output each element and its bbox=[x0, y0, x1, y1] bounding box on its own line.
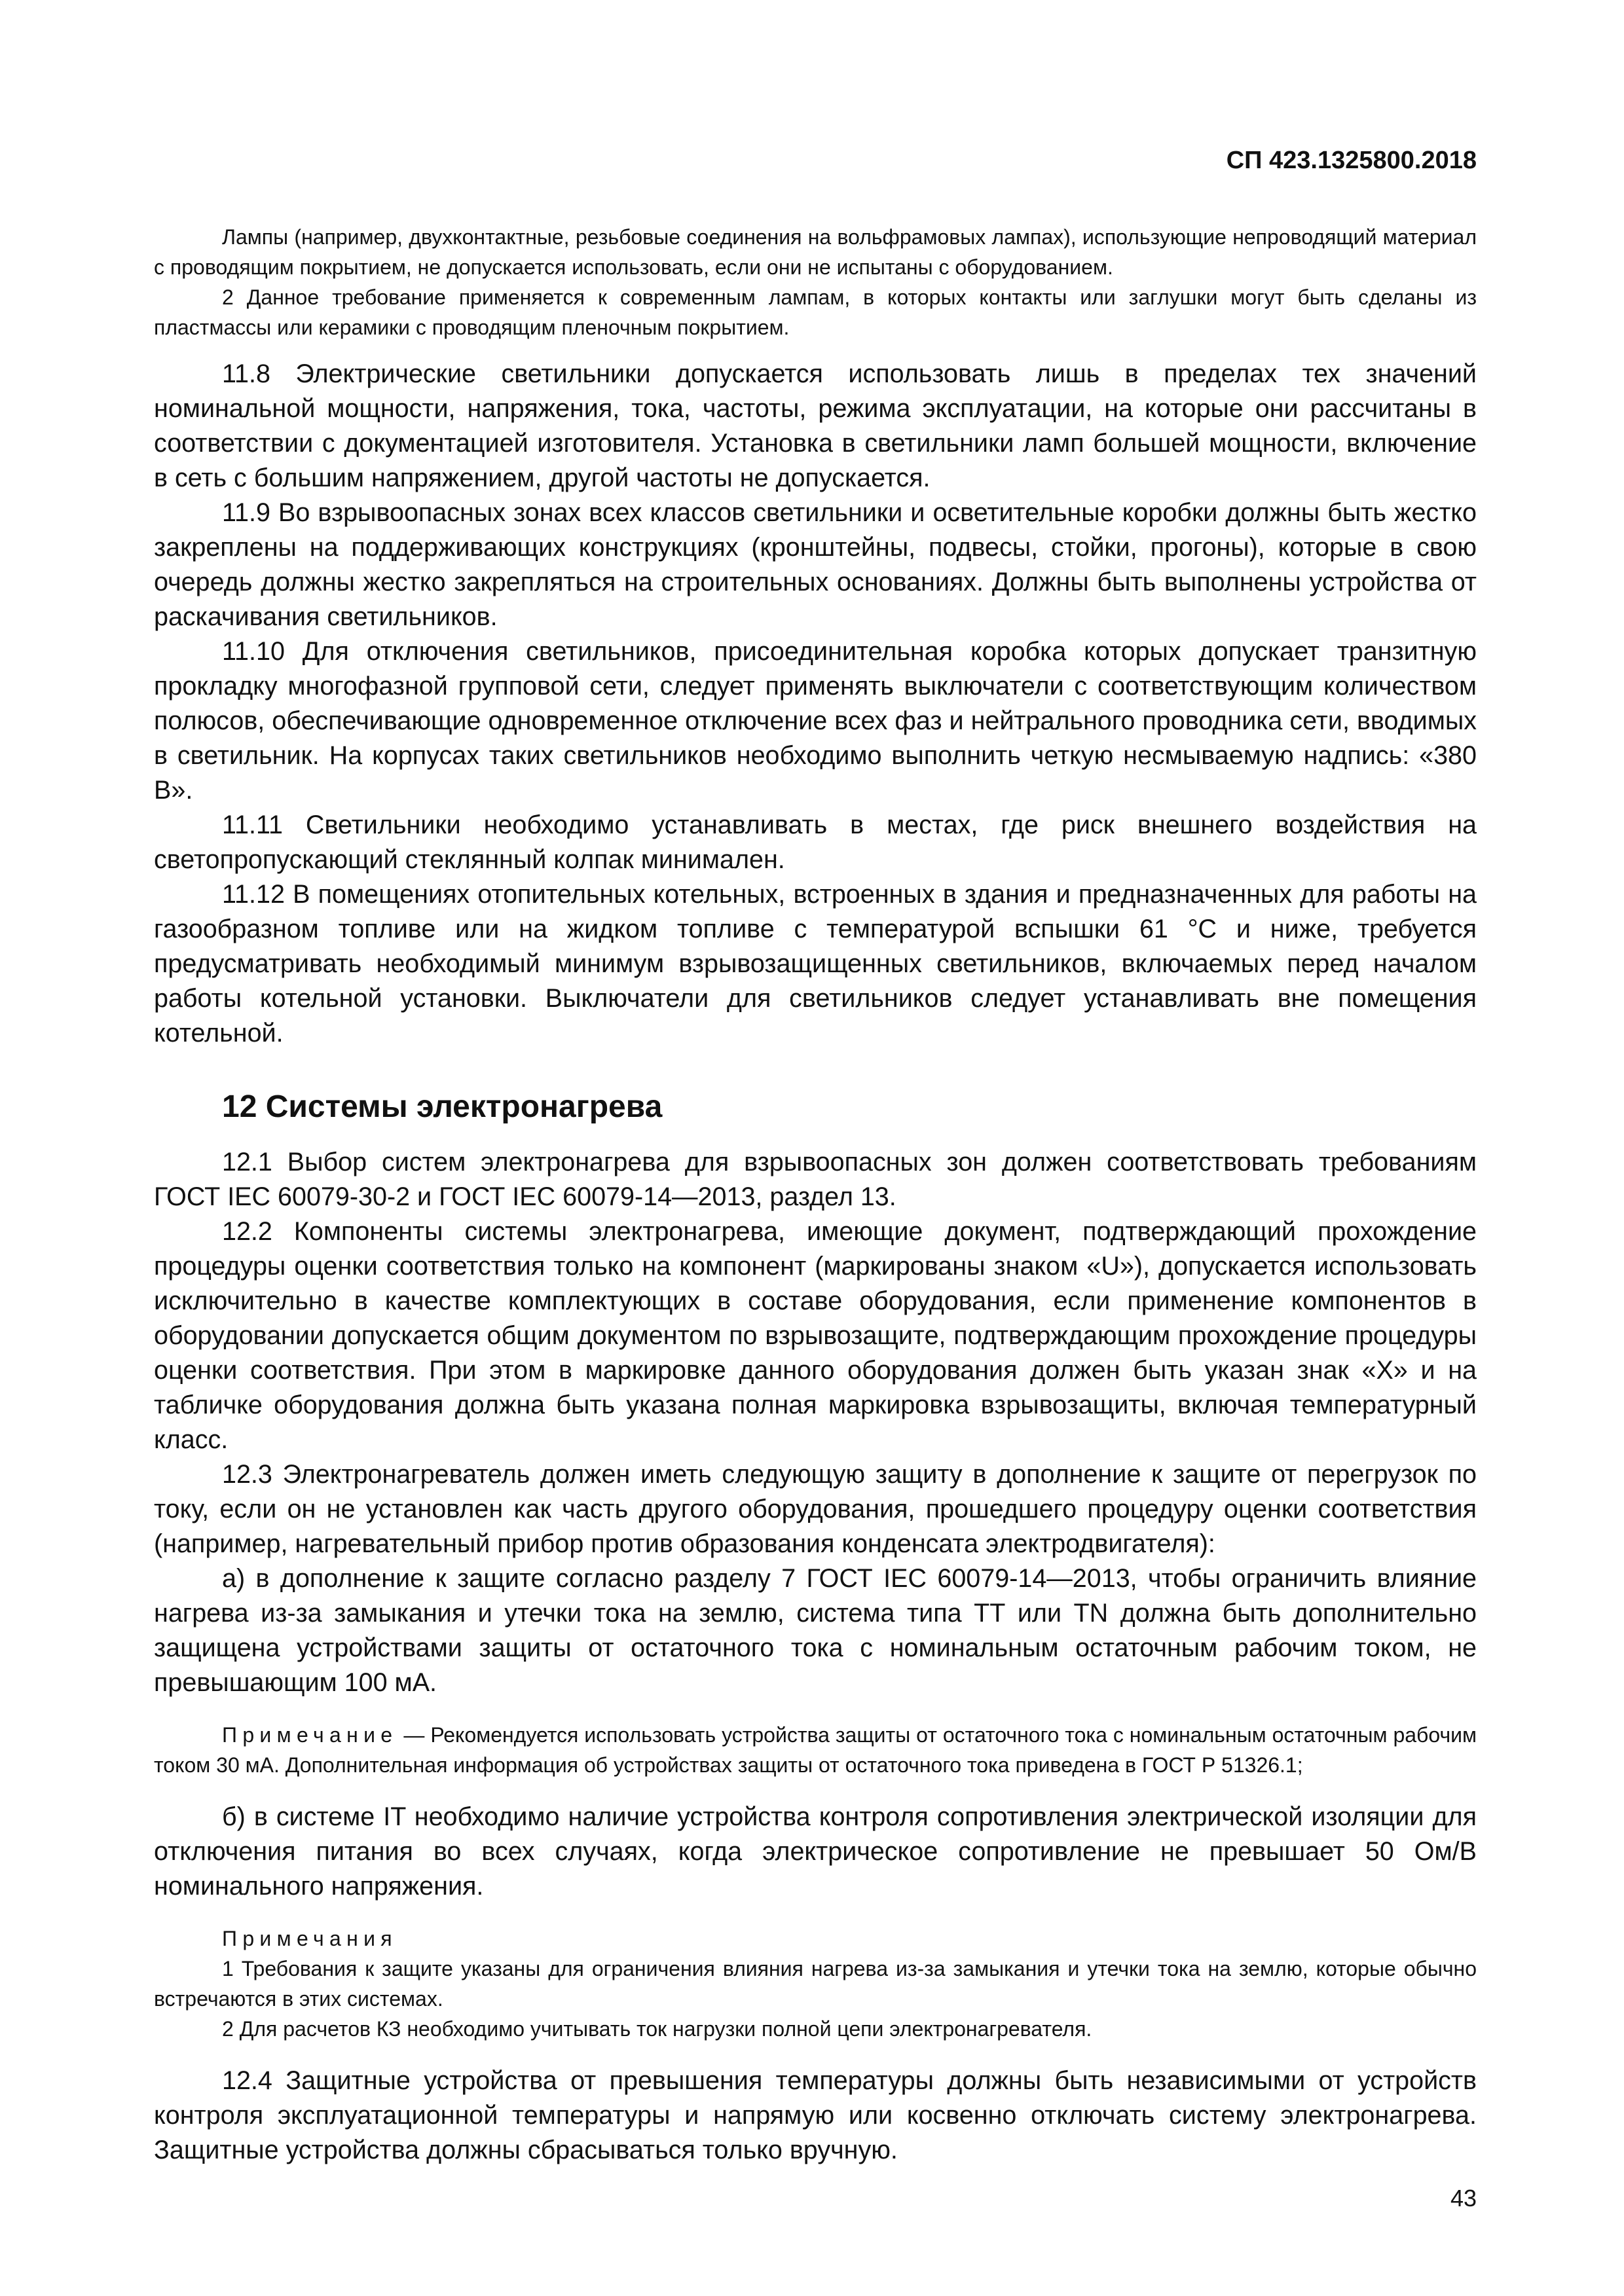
clause-12-4: 12.4 Защитные устройства от превышения температуры должны быть независимыми от устройств контроля эксплуатационной температуры и напрямую или косвенно отключать систему электронагрева. Защитные устройства должны сбрасываться только вручную. bbox=[154, 2066, 1477, 2164]
notes-label bbox=[154, 1923, 1477, 1954]
notes-label-text: Примечания bbox=[222, 1927, 397, 1950]
note-paragraph: 1 Требования к защите указаны для ограничения влияния нагрева из-за замыкания и утечки тока на землю, которые обычно встречаются в этих системах. bbox=[154, 1957, 1477, 2011]
note-paragraph: 2 Данное требование применяется к современным лампам, в которых контакты или заглушки могут быть сделаны из пластмассы или керамики с проводящим пленочным покрытием. bbox=[154, 285, 1477, 339]
page-content bbox=[154, 222, 1477, 2168]
note-paragraph: 2 Для расчетов КЗ необходимо учитывать ток нагрузки полной цепи электронагревателя. bbox=[222, 2017, 1092, 2041]
note-label: Примечание bbox=[222, 1723, 398, 1747]
page-number: 43 bbox=[1450, 2185, 1477, 2212]
clause-12-3-b: б) в системе IT необходимо наличие устройства контроля сопротивления электрической изоляции для отключения питания во всех случаях, когда электрическое сопротивление не превышает 50 Ом/В номинального напряжения. bbox=[154, 1802, 1477, 1901]
clause-12-3: 12.3 Электронагреватель должен иметь следующую защиту в дополнение к защите от перегрузок по току, если он не установлен как часть другого оборудования, прошедшего процедуру оценки соответствия (например, нагревательный прибор против образования конденсата электродвигателя): bbox=[154, 1460, 1477, 1558]
clause-11-12: 11.12 В помещениях отопительных котельных, встроенных в здания и предназначенных для работы на газообразном топливе или на жидком топливе с температурой вспышки 61 °С и ниже, требуется предусматривать необходимый минимум взрывозащищенных светильников, включаемых перед началом работы котельной установки. Выключатели для светильников следует устанавливать вне помещения котельной. bbox=[154, 880, 1477, 1048]
clause-12-3-a: а) в дополнение к защите согласно разделу 7 ГОСТ IEC 60079-14—2013, чтобы ограничить влияние нагрева из-за замыкания и утечки тока на землю, система типа ТТ или TN должна быть дополнительно защищена устройствами защиты от остаточного тока с номинальным остаточным рабочим током, не превышающим 100 мА. bbox=[154, 1564, 1477, 1697]
clause-12-1: 12.1 Выбор систем электронагрева для взрывоопасных зон должен соответствовать требованиям ГОСТ IEC 60079-30-2 и ГОСТ IEC 60079-14—2013, раздел 13. bbox=[154, 1148, 1477, 1211]
clause-12-2: 12.2 Компоненты системы электронагрева, имеющие документ, подтверждающий прохождение процедуры оценки соответствия только на компонент (маркированы знаком «U»), допускается использовать исключительно в качестве комплектующих в составе оборудования, если применение компонентов в оборудовании допускается общим документом по взрывозащите, подтверждающим прохождение процедуры оценки соответствия. При этом в маркировке данного оборудования должен быть указан знак «X» и на табличке оборудования должна быть указана полная маркировка взрывозащиты, включая температурный класс. bbox=[154, 1217, 1477, 1454]
clause-11-10: 11.10 Для отключения светильников, присоединительная коробка которых допускает транзитную прокладку многофазной групповой сети, следует применять выключатели с соответствующим количеством полюсов, обеспечивающие одновременное отключение всех фаз и нейтрального проводника сети, вводимых в светильник. На корпусах таких светильников необходимо выполнить четкую несмываемую надпись: «380 В». bbox=[154, 637, 1477, 805]
note-paragraph: Лампы (например, двухконтактные, резьбовые соединения на вольфрамовых лампах), использующие непроводящий материал с проводящим покрытием, не допускается использовать, если они не испытаны с оборудованием. bbox=[154, 225, 1477, 279]
clause-11-9: 11.9 Во взрывоопасных зонах всех классов светильники и осветительные коробки должны быть жестко закреплены на поддерживающих конструкциях (кронштейны, подвесы, стойки, прогоны), которые в свою очередь должны жестко закрепляться на строительных основаниях. Должны быть выполнены устройства от раскачивания светильников. bbox=[154, 498, 1477, 631]
note-paragraph bbox=[154, 1720, 1477, 1780]
note-text: — Рекомендуется использовать устройства защиты от остаточного тока с номинальным остаточным рабочим током 30 мА. Дополнительная информация об устройствах защиты от остаточного тока приведена в ГОСТ Р 51326.1; bbox=[154, 1723, 1477, 1777]
document-code: СП 423.1325800.2018 bbox=[1226, 147, 1477, 174]
clause-11-8: 11.8 Электрические светильники допускается использовать лишь в пределах тех значений номинальной мощности, напряжения, тока, частоты, режима эксплуатации, на которые они рассчитаны в соответствии с документацией изготовителя. Установка в светильники ламп большей мощности, включение в сеть с большим напряжением, другой частоты не допускается. bbox=[154, 359, 1477, 492]
section-heading: 12 Системы электронагрева bbox=[222, 1089, 663, 1124]
clause-11-11: 11.11 Светильники необходимо устанавливать в местах, где риск внешнего воздействия на светопропускающий стеклянный колпак минимален. bbox=[154, 811, 1477, 874]
